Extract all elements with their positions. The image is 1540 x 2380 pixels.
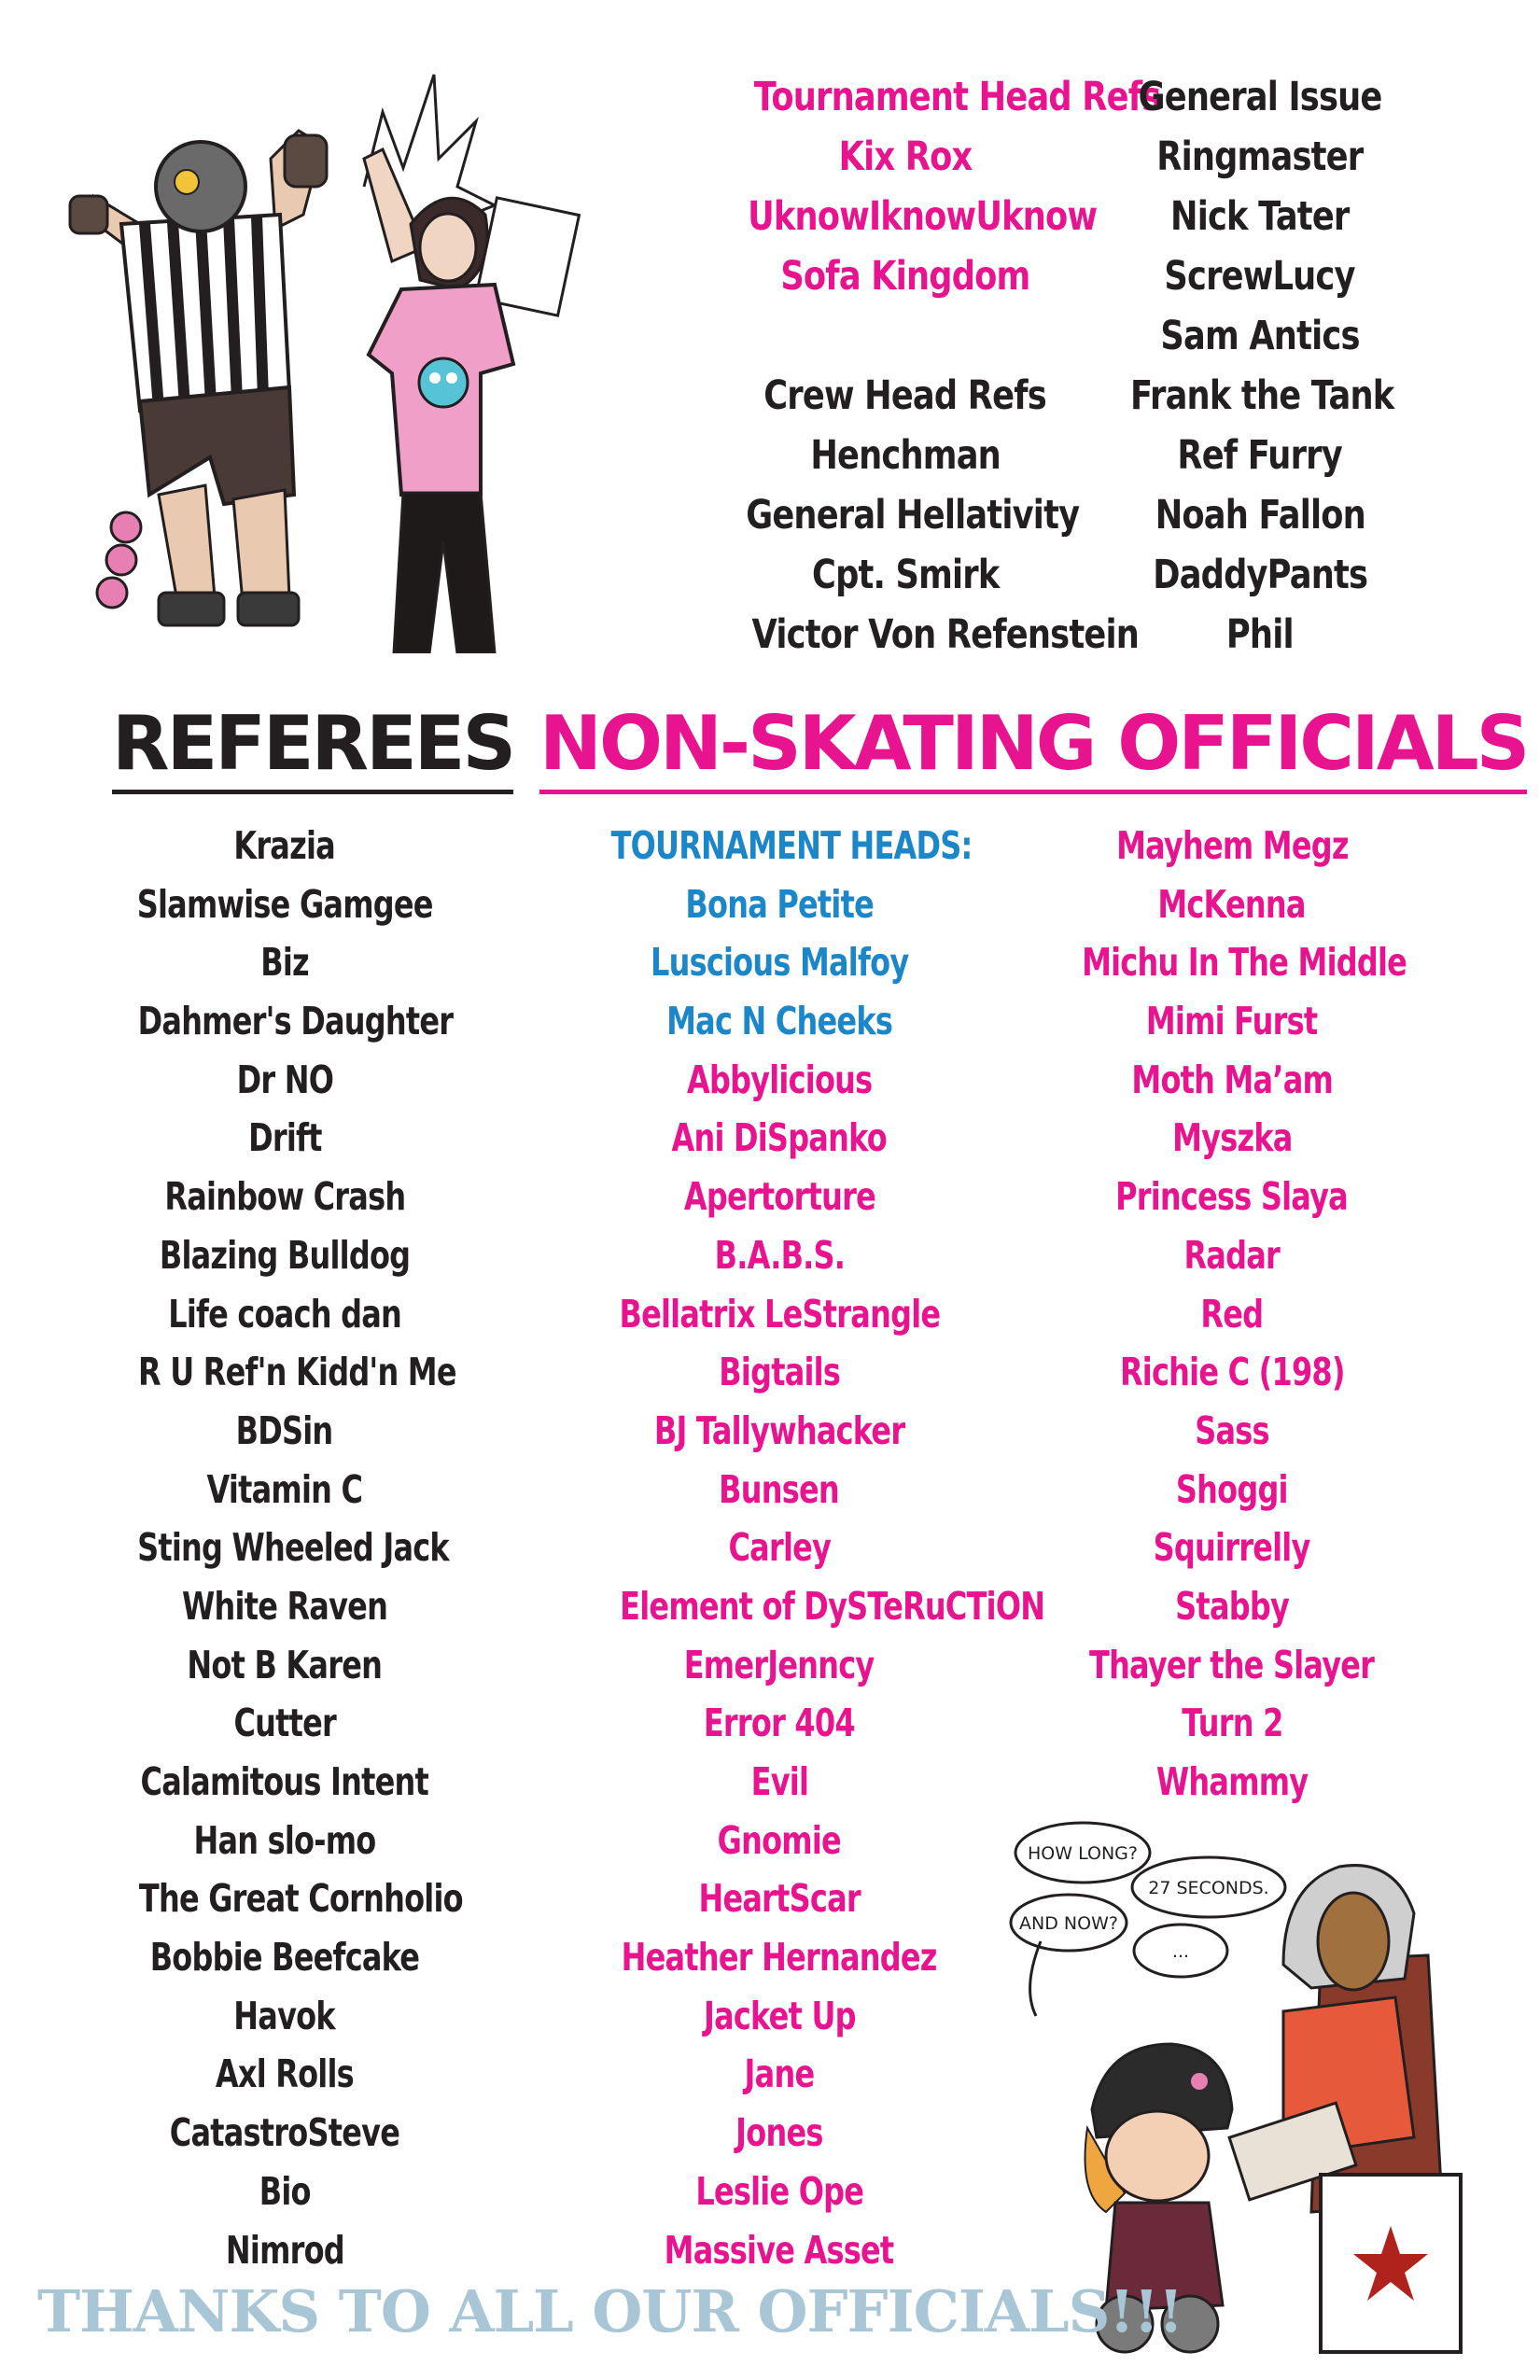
- referee-name: Krazia: [233, 823, 336, 868]
- referee-name: Dr NO: [236, 1057, 333, 1102]
- nso-middle-list: [560, 817, 1045, 2279]
- nso-name: Richie C (198): [1119, 1350, 1345, 1395]
- spacer: [709, 306, 1101, 366]
- referee-name: Vitamin C: [206, 1466, 363, 1512]
- nso-name: Massive Asset: [665, 2227, 894, 2273]
- nso-name: Princess Slaya: [1115, 1174, 1349, 1220]
- nso-name: Evil: [750, 1759, 808, 1804]
- crew-ref: DaddyPants: [1153, 552, 1367, 598]
- nso-name: Ani DiSpanko: [671, 1115, 888, 1161]
- referee-name: Havok: [233, 1993, 336, 2038]
- nso-tournament-head: Bona Petite: [685, 881, 874, 927]
- nso-name: Squirrelly: [1154, 1525, 1310, 1571]
- nso-tournament-heads-label: TOURNAMENT HEADS:: [610, 823, 973, 868]
- nso-name: Mimi Furst: [1146, 999, 1318, 1044]
- nso-name: B.A.B.S.: [714, 1232, 845, 1278]
- speech-bubbles: [1011, 1823, 1285, 2016]
- nso-name: HeartScar: [698, 1876, 861, 1922]
- nso-name: Radar: [1183, 1232, 1281, 1278]
- nso-name: Gnomie: [717, 1817, 842, 1863]
- nso-name: Bigtails: [719, 1350, 840, 1395]
- nso-name: Stabby: [1175, 1583, 1289, 1629]
- referees-heading: REFEREES: [112, 700, 513, 787]
- crew-ref: Noah Fallon: [1155, 492, 1365, 539]
- thanks-footer: THANKS TO ALL OUR OFFICIALS!!!: [37, 2277, 1183, 2345]
- tournament-head-ref: Kix Rox: [838, 133, 973, 180]
- referee-name: Biz: [260, 940, 309, 986]
- nso-name: Bellatrix LeStrangle: [619, 1291, 940, 1337]
- nso-name: Abbylicious: [686, 1057, 873, 1102]
- nso-heading: NON-SKATING OFFICIALS: [539, 700, 1527, 787]
- nso-name: Heather Hernandez: [622, 1935, 937, 1981]
- crew-ref: Ringmaster: [1156, 133, 1364, 180]
- svg-text:...: ...: [1171, 1941, 1190, 1962]
- crew-head-refs-heading: Crew Head Refs: [763, 372, 1047, 419]
- referee-name: Drift: [247, 1115, 322, 1161]
- nso-name: Turn 2: [1181, 1701, 1283, 1746]
- referee-name: The Great Cornholio: [138, 1876, 463, 1922]
- nso-name: Red: [1200, 1291, 1264, 1337]
- crew-head-ref: Cpt. Smirk: [811, 552, 1000, 598]
- crew-head-ref: Victor Von Refenstein: [751, 611, 1140, 658]
- crew-ref: Phil: [1226, 611, 1294, 658]
- nso-name: Jones: [735, 2110, 823, 2156]
- svg-text:27 SECONDS.: 27 SECONDS.: [1148, 1878, 1269, 1898]
- nso-name: Whammy: [1155, 1759, 1309, 1804]
- svg-text:HOW LONG?: HOW LONG?: [1028, 1843, 1138, 1864]
- referee-name: CatastroSteve: [169, 2110, 400, 2156]
- referee-name: Slamwise Gamgee: [136, 881, 433, 927]
- nso-name: Mayhem Megz: [1115, 823, 1349, 868]
- crew-refs-right-column: [1101, 67, 1419, 665]
- svg-text:AND NOW?: AND NOW?: [1019, 1913, 1118, 1934]
- nso-tournament-head: Luscious Malfoy: [650, 940, 909, 986]
- referee-name: Nimrod: [225, 2227, 344, 2273]
- referees-list: [93, 817, 476, 2279]
- seated-official-figure: [1229, 1866, 1461, 2352]
- high-five-illustration: [56, 56, 616, 653]
- crew-ref: General Issue: [1138, 74, 1382, 120]
- nso-tournament-head: Mac N Cheeks: [666, 999, 892, 1044]
- referee-name: Han slo-mo: [193, 1817, 376, 1863]
- referee-name: Dahmer's Daughter: [137, 999, 454, 1044]
- crew-ref: Sam Antics: [1160, 313, 1360, 359]
- crew-ref: Ref Furry: [1177, 432, 1343, 479]
- tournament-head-ref: UknowIknowUknow: [748, 193, 1098, 240]
- referee-name: Cutter: [233, 1701, 336, 1746]
- referee-name: Axl Rolls: [215, 2051, 355, 2097]
- nso-name: Bunsen: [719, 1466, 840, 1512]
- tournament-head-ref: Sofa Kingdom: [780, 253, 1030, 300]
- crew-ref: Nick Tater: [1170, 193, 1350, 240]
- nso-name: McKenna: [1157, 881, 1307, 927]
- nso-name: Jane: [744, 2051, 815, 2097]
- tournament-head-refs-column: [709, 67, 1161, 665]
- referee-name: White Raven: [181, 1583, 388, 1629]
- nso-name: Jacket Up: [703, 1993, 856, 2038]
- referee-name: Sting Wheeled Jack: [137, 1525, 449, 1571]
- nso-name: Carley: [728, 1525, 831, 1571]
- referee-name: Bio: [259, 2168, 311, 2214]
- nso-name: Shoggi: [1176, 1466, 1288, 1512]
- nso-name: Michu In The Middle: [1082, 940, 1407, 986]
- nso-name: Sass: [1195, 1407, 1269, 1453]
- referee-name: Bobbie Beefcake: [149, 1935, 420, 1981]
- nso-figure: [364, 149, 579, 653]
- referee-name: Blazing Bulldog: [159, 1232, 411, 1278]
- nso-name: Element of DySTeRuCTiON: [620, 1583, 1045, 1629]
- nso-name: BJ Tallywhacker: [653, 1407, 905, 1453]
- referee-name: Calamitous Intent: [140, 1759, 429, 1804]
- referee-name: R U Ref'n Kidd'n Me: [138, 1350, 456, 1395]
- referee-name: Not B Karen: [187, 1642, 383, 1687]
- tournament-head-refs-heading: Tournament Head Refs: [753, 74, 1161, 120]
- referee-name: BDSin: [236, 1407, 333, 1453]
- nso-name: Leslie Ope: [695, 2168, 863, 2214]
- referee-name: Rainbow Crash: [164, 1174, 405, 1220]
- nso-name: Thayer the Slayer: [1089, 1642, 1375, 1687]
- crew-head-ref: General Hellativity: [746, 492, 1080, 539]
- referee-name: Life coach dan: [168, 1291, 401, 1337]
- nso-name: Myszka: [1171, 1115, 1293, 1161]
- nso-right-list: [1036, 817, 1428, 1812]
- crew-ref: ScrewLucy: [1164, 253, 1356, 300]
- nso-name: Error 404: [703, 1701, 855, 1746]
- crew-ref: Frank the Tank: [1129, 372, 1394, 419]
- nso-name: Moth Ma’am: [1131, 1057, 1333, 1102]
- referee-figure: [70, 131, 327, 625]
- crew-head-ref: Henchman: [810, 432, 1001, 479]
- nso-name: Apertorture: [683, 1174, 875, 1220]
- nso-name: EmerJenncy: [684, 1642, 875, 1687]
